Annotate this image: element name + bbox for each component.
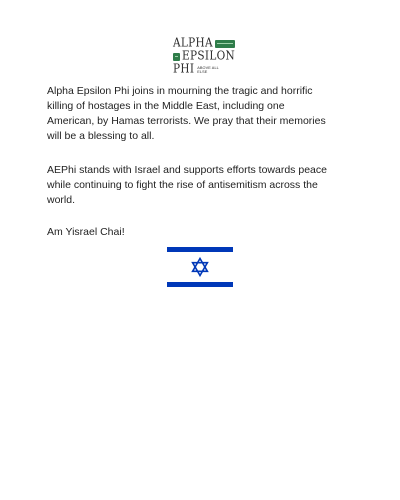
logo-green-mark-icon [173,53,180,61]
logo-tagline: ABOVE ALL ELSE [197,65,219,74]
flag-top-stripe [167,247,233,252]
aephi-logo [173,37,235,77]
star-of-david-icon [190,257,210,277]
logo-green-mark-icon [215,40,235,48]
flag-bottom-stripe [167,282,233,287]
logo-word-epsilon: EPSILON [182,49,235,63]
logo-word-phi: PHI [173,62,195,76]
israel-flag-icon [167,247,233,287]
statement-closing: Am Yisrael Chai! [47,226,125,238]
statement-paragraph-mourning: Alpha Epsilon Phi joins in mourning the tragic and horrific killing of hostages in the Middle East, including one American, by Hamas terrorists. We pray that their memories will be a blessing to all. [47,85,326,142]
logo-word-alpha: ALPHA [173,36,213,50]
logo-line-3 [173,63,235,76]
statement-paragraph-support: AEPhi stands with Israel and supports efforts towards peace while continuing to fight the rise of antisemitism across the world. [47,164,327,206]
